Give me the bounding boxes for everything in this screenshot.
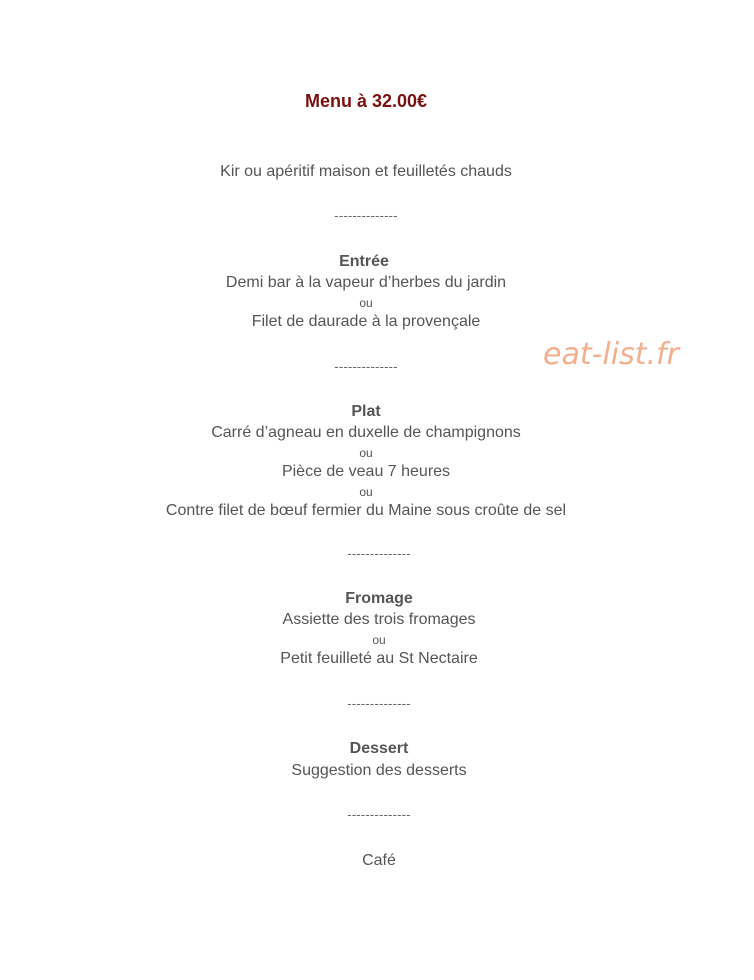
entree-item: Demi bar à la vapeur d’herbes du jardin (225, 274, 507, 291)
separator: -------------- (347, 696, 411, 711)
plat-item: Pièce de veau 7 heures (281, 463, 451, 480)
plat-item: Carré d’agneau en duxelle de champignons (211, 424, 521, 441)
dessert-heading: Dessert (349, 740, 409, 757)
fromage-item: Petit feuilleté au St Nectaire (280, 650, 478, 667)
aperitif-line: Kir ou apéritif maison et feuilletés chauds (220, 163, 512, 180)
separator: -------------- (334, 208, 398, 223)
or-label: ou (359, 485, 373, 499)
or-label: ou (359, 446, 373, 460)
cafe-line: Café (362, 852, 396, 869)
separator: -------------- (347, 807, 411, 822)
watermark-logo: eat-list.fr (543, 337, 679, 372)
or-label: ou (372, 633, 386, 647)
plat-item: Contre filet de bœuf fermier du Maine sous croûte de sel (165, 502, 567, 519)
entree-item: Filet de daurade à la provençale (251, 313, 481, 330)
separator: -------------- (334, 359, 398, 374)
fromage-heading: Fromage (345, 590, 413, 607)
or-label: ou (359, 296, 373, 310)
menu-title: Menu à 32.00€ (304, 91, 428, 111)
separator: -------------- (347, 546, 411, 561)
fromage-item: Assiette des trois fromages (282, 611, 476, 628)
plat-heading: Plat (351, 403, 381, 420)
entree-heading: Entrée (339, 253, 389, 270)
dessert-item: Suggestion des desserts (291, 762, 467, 779)
